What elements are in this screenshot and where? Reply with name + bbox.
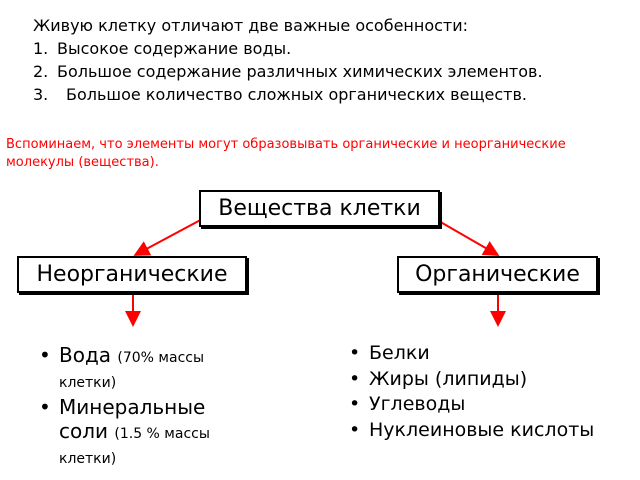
list-item: • Нуклеиновые кислоты xyxy=(349,418,634,444)
inorganic-node-box: Неорганические xyxy=(17,256,247,293)
intro-item-text: Большое содержание различных химических элементов. xyxy=(57,62,543,81)
list-item-note: (70% массы клетки) xyxy=(59,350,205,391)
reminder-note: Вспоминаем, что элементы могут образовывать органические и неорганические молекулы (вещества). xyxy=(6,137,566,170)
list-item-note: (1.5 % массы клетки) xyxy=(59,426,210,467)
intro-item-number: 1. xyxy=(33,39,49,58)
organic-list xyxy=(349,341,634,443)
intro-item-text: Большое количество сложных органических веществ. xyxy=(66,85,527,104)
intro-item-number: 3. xyxy=(33,85,49,104)
list-item: • Жиры (липиды) xyxy=(349,367,634,393)
list-item: • Белки xyxy=(349,341,634,367)
list-item xyxy=(39,395,239,469)
list-item-text: Вода xyxy=(59,343,112,367)
list-item xyxy=(39,343,239,393)
list-item-text: Минеральные соли xyxy=(59,395,206,443)
organic-node-box: Органические xyxy=(397,256,598,293)
list-item: • Углеводы xyxy=(349,392,634,418)
inorganic-list xyxy=(39,343,239,471)
intro-heading: Живую клетку отличают две важные особенности: xyxy=(33,16,469,35)
intro-item-text: Высокое содержание воды. xyxy=(57,39,292,58)
intro-item-number: 2. xyxy=(33,62,49,81)
root-node-box: Вещества клетки xyxy=(199,190,440,227)
